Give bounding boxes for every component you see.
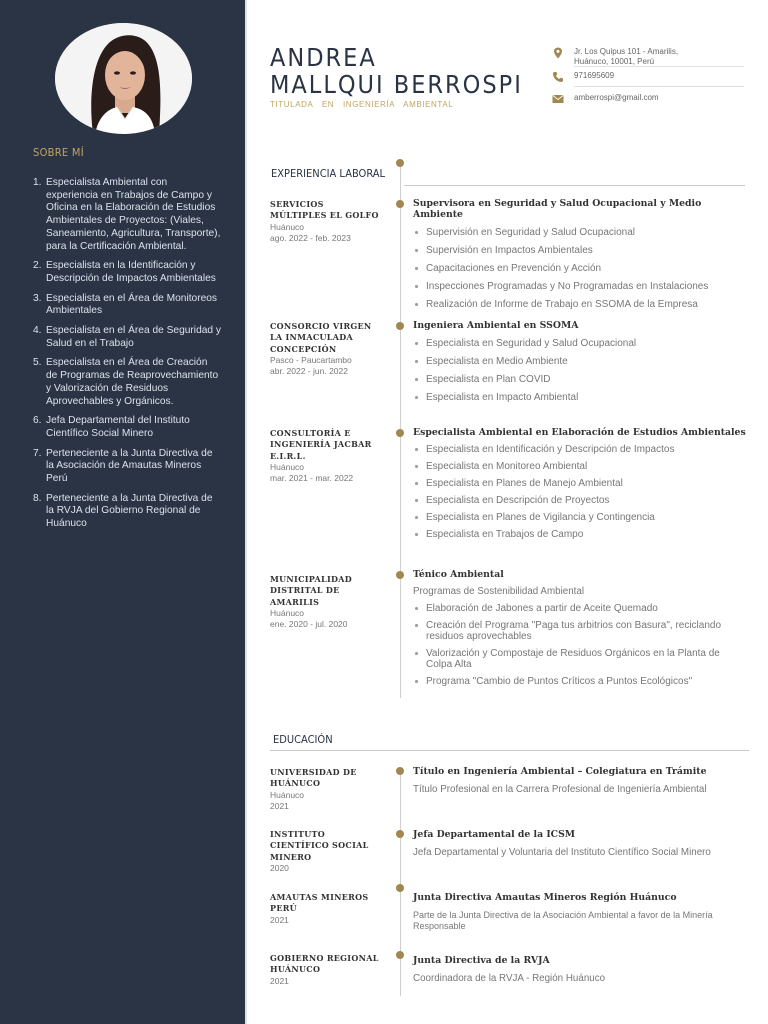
job-dates: mar. 2021 - mar. 2022	[270, 473, 354, 484]
education-detail	[413, 766, 753, 795]
about-item: 7. Perteneciente a la Junta Directiva de la Asociación de Amautas Mineros Perú	[33, 447, 213, 485]
education-location: Huánuco	[270, 789, 305, 800]
job-organization: CONSULTORÍA E INGENIERÍA JACBAR E.I.R.L.	[270, 428, 372, 461]
name-first: ANDREA	[270, 43, 377, 72]
about-list	[33, 177, 221, 538]
job-bullet: Elaboración de Jabones a partir de Aceite Quemado	[413, 603, 743, 614]
education-description: Parte de la Junta Directiva de la Asociación Ambiental a favor de la Minería Responsable	[413, 910, 713, 931]
job-detail	[413, 427, 753, 540]
job-bullet: Supervisión en Impactos Ambientales	[413, 245, 753, 256]
job-bullet: Realización de Informe de Trabajo en SSOMA de la Empresa	[413, 299, 753, 310]
job-org-block	[270, 428, 380, 485]
job-bullet: Especialista en Medio Ambiente	[413, 356, 753, 367]
job-org-block	[270, 574, 380, 631]
professional-title: TITULADA EN INGENIERÍA AMBIENTAL	[270, 100, 454, 109]
sidebar-edge	[245, 0, 247, 1024]
phone-icon	[552, 71, 564, 83]
education-role: Jefa Departamental de la ICSM	[413, 829, 576, 840]
job-bullets	[413, 603, 743, 687]
education-org-block	[270, 829, 380, 874]
job-role: Especialista Ambiental en Elaboración de Estudios Ambientales	[413, 427, 746, 438]
education-title: EDUCACIÓN	[273, 733, 333, 746]
job-organization: CONSORCIO VIRGEN LA INMACULADA CONCEPCIÓN	[270, 321, 372, 354]
timeline-dot	[396, 951, 404, 959]
education-org-block	[270, 953, 380, 987]
sidebar	[0, 0, 245, 1024]
job-role: Supervisora en Seguridad y Salud Ocupacional y Medio Ambiente	[413, 198, 702, 220]
about-item: 4. Especialista en el Área de Seguridad y Salud en el Trabajo	[33, 325, 221, 349]
avatar	[55, 23, 192, 134]
section-rule	[404, 185, 745, 186]
about-item: 1. Especialista Ambiental con experiencia en Trabajos de Campo y Oficina en la Elaboración de Estudios Ambientales de Proyectos: (Viales, Saneamiento, Agricultura, Transporte), para la Certificación Ambiental.	[33, 177, 221, 252]
job-dates: ago. 2022 - feb. 2023	[270, 233, 351, 244]
job-bullet: Programa "Cambio de Puntos Críticos a Puntos Ecológicos"	[413, 676, 743, 687]
job-bullet: Especialista en Planes de Vigilancia y Contingencia	[413, 512, 753, 523]
job-org-block	[270, 199, 380, 245]
job-bullet: Especialista en Monitoreo Ambiental	[413, 461, 753, 472]
education-year: 2021	[270, 914, 289, 925]
education-org-block	[270, 767, 380, 813]
about-item: 3. Especialista en el Área de Monitoreos Ambientales	[33, 292, 218, 317]
education-organization: UNIVERSIDAD DE HUÁNUCO	[270, 767, 357, 789]
education-detail	[413, 955, 753, 984]
education-year: 2021	[270, 801, 289, 812]
job-organization: SERVICIOS MÚLTIPLES EL GOLFO	[270, 199, 379, 221]
name-last: MALLQUI BERROSPI	[270, 70, 523, 99]
timeline-dot	[396, 571, 404, 579]
job-dates: abr. 2022 - jun. 2022	[270, 366, 348, 377]
timeline-dot	[396, 159, 404, 167]
location-pin-icon	[552, 47, 564, 59]
education-detail	[413, 829, 753, 858]
education-organization: GOBIERNO REGIONAL HUÁNUCO	[270, 953, 379, 975]
email-address: amberrospi@gmail.com	[574, 93, 659, 102]
timeline-dot	[396, 200, 404, 208]
address-line2: Huánuco, 10001, Perú	[574, 56, 655, 66]
job-organization: MUNICIPALIDAD DISTRITAL DE AMARILIS	[270, 574, 352, 607]
job-bullet: Especialista en Impacto Ambiental	[413, 392, 753, 403]
about-item: 8. Perteneciente a la Junta Directiva de la RVJA del Gobierno Regional de Huánuco	[33, 492, 213, 530]
job-location: Huánuco	[270, 461, 305, 472]
about-item: 6. Jefa Departamental del Instituto Científico Social Minero	[33, 415, 190, 439]
contact-divider	[574, 66, 744, 67]
education-year: 2021	[270, 975, 289, 986]
job-bullet: Especialista en Seguridad y Salud Ocupacional	[413, 338, 753, 349]
education-description: Coordinadora de la RVJA - Región Huánuco	[413, 973, 606, 984]
job-bullet: Especialista en Plan COVID	[413, 374, 753, 385]
timeline-dot	[396, 429, 404, 437]
job-bullet: Especialista en Trabajos de Campo	[413, 529, 753, 540]
job-dates: ene. 2020 - jul. 2020	[270, 619, 348, 630]
about-item: 2. Especialista en la Identificación y Descripción de Impactos Ambientales	[33, 260, 216, 284]
about-title: SOBRE MÍ	[33, 146, 84, 159]
education-organization: INSTITUTO CIENTÍFICO SOCIAL MINERO	[270, 829, 369, 862]
job-bullets	[413, 338, 753, 403]
education-org-block	[270, 892, 380, 926]
address-line1: Jr. Los Quipus 101 - Amarilis,	[574, 47, 679, 56]
job-role: Ténico Ambiental	[413, 569, 504, 580]
job-location: Huánuco	[270, 221, 305, 232]
job-detail	[413, 198, 753, 310]
education-role: Junta Directiva de la RVJA	[413, 955, 550, 966]
education-role: Título en Ingeniería Ambiental – Colegiatura en Trámite	[413, 766, 707, 777]
education-timeline	[400, 770, 401, 996]
phone-number: 971695609	[574, 71, 615, 80]
job-bullets	[413, 444, 753, 540]
education-detail	[413, 892, 753, 932]
job-bullet: Especialista en Identificación y Descripción de Impactos	[413, 444, 753, 455]
profile-photo	[55, 23, 192, 134]
job-location: Huánuco	[270, 607, 305, 618]
job-detail	[413, 569, 753, 687]
education-organization: AMAUTAS MINEROS PERÚ	[270, 892, 369, 914]
job-bullet: Supervisión en Seguridad y Salud Ocupacional	[413, 227, 753, 238]
job-bullet: Especialista en Planes de Manejo Ambiental	[413, 478, 753, 489]
job-role: Ingeniera Ambiental en SSOMA	[413, 320, 579, 331]
contact-divider	[574, 86, 744, 87]
job-location: Pasco - Paucartambo	[270, 354, 352, 365]
job-detail	[413, 320, 753, 403]
job-subtitle: Programas de Sostenibilidad Ambiental	[413, 586, 585, 597]
job-bullet: Inspecciones Programadas y No Programadas en Instalaciones	[413, 281, 753, 292]
timeline-dot	[396, 884, 404, 892]
job-org-block	[270, 321, 380, 378]
email-icon	[552, 93, 564, 105]
job-bullet: Especialista en Descripción de Proyectos	[413, 495, 753, 506]
job-bullets	[413, 227, 753, 310]
timeline-dot	[396, 830, 404, 838]
education-description: Jefa Departamental y Voluntaria del Instituto Científico Social Minero	[413, 847, 711, 858]
job-bullet: Capacitaciones en Prevención y Acción	[413, 263, 753, 274]
education-role: Junta Directiva Amautas Mineros Región Huánuco	[413, 892, 677, 903]
job-bullet: Valorización y Compostaje de Residuos Orgánicos en la Planta de Colpa Alta	[413, 648, 743, 670]
job-bullet: Creación del Programa "Paga tus arbitrios con Basura", reciclando residuos aprovechables	[413, 620, 743, 642]
education-description: Título Profesional en la Carrera Profesional de Ingeniería Ambiental	[413, 784, 707, 795]
experience-title: EXPERIENCIA LABORAL	[271, 167, 386, 180]
about-item: 5. Especialista en el Área de Creación de Programas de Reaprovechamiento y Valorización de Residuos Aprovechables y Orgánicos.	[33, 357, 219, 407]
timeline-dot	[396, 322, 404, 330]
education-year: 2020	[270, 862, 289, 873]
timeline-dot	[396, 767, 404, 775]
section-rule	[270, 750, 749, 751]
